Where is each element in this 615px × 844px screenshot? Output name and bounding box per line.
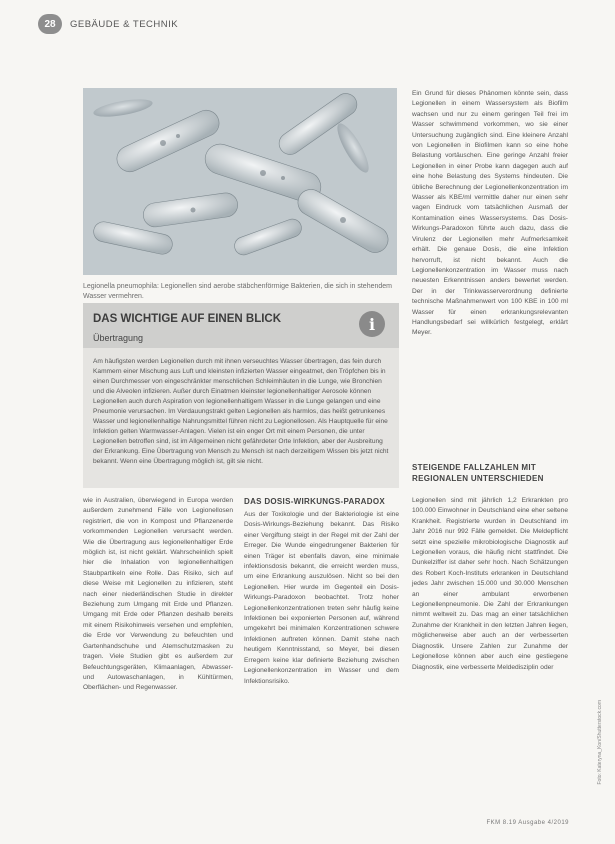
article-column-left: wie in Australien, überwiegend in Europa werden außerdem zunehmend Fälle von Legionellosen registriert, die von in Kompost und Pflanzenerde vorkommenden Legionellen verursacht werden. Wie die Übertragung aus legionellenhaltiger Erde möglich ist, ist nicht geklärt. Wahrscheinlich spielt hier die Inhalation von legionellenhaltigen Staubpartikeln eine Rolle. Das Risiko, sich auf diese Weise mit Legionellen zu infizieren, steht nach einer niederländischen Studie in direkter Beziehung zum Umgang mit Erde und Pflanzen. Umgang mit Erde oder Pflanzen deshalb bereits mit einem Risikohinweis versehen und empfehlen, die Erde vor Verwendung zu befeuchten und Gartenhandschuhe und Atemschutzmasken zu tragen. Viele Studien gibt es außerdem zur Befeuchtungsgeräten, Klimaanlagen, Abwasser- und Autowaschanlagen, in Kühltürmen, Oberflächen- und Regenwasser.	[83, 497, 233, 692]
article-column-right-bottom: Legionellen sind mit jährlich 1,2 Erkrankten pro 100.000 Einwohner in Deutschland eine eher seltene Krankheit. Registrierte wurden in Deutschland im Jahr 2016 nur 992 Fälle gemeldet. Die Meldepflicht setzt eine spezielle mikrobiologische Diagnostik auf Legionellen voraus, die häufig nicht stattfindet. Die Dunkelziffer ist daher sehr hoch. Nach Schätzungen des Robert Koch-Instituts erkranken in Deutschland jedes Jahr zwischen 15.000 und 30.000 Menschen an einer ambulant erworbenen Legionellenpneumonie. Die Zahl der Erkrankungen nimmt weltweit zu. Das mag an einer tatsächlichen Zunahme der Krankheit in den letzten Jahren liegen, möglicherweise aber auch an der verbesserten Diagnostik. Unsere Zahlen zur Zunahme der Legionellose können aber auch eine gestiegene Diagnostik, eine verbesserte Meldedisziplin oder	[412, 497, 568, 671]
section-title: GEBÄUDE & TECHNIK	[70, 18, 179, 30]
page-number: 28	[38, 14, 62, 34]
right-column-heading: STEIGENDE FALLZAHLEN MIT REGIONALEN UNTERSCHIEDEN	[412, 463, 544, 483]
info-box-title: DAS WICHTIGE AUF EINEN BLICK	[93, 313, 282, 325]
info-box-body: Am häufigsten werden Legionellen durch mit ihnen verseuchtes Wasser übertragen, das fein durch Kammern einer Mischung aus Luft und kleinsten infizierten Wasser eingeatmet, den Tröpfchen bis in einen Durchmesser von eingeschränkter menschlichen Schleimhäuten in die Lunge, wie Bronchien und die Alveolen infizieren. Außer durch Einatmen kleinster legionellenhaltiger Aerosole können Legionellen auch durch Aspiration von legionellenhaltigem Wasser in die Lunge gelangen und eine Pneumonie verursachen. Im Verdauungstrakt gelten Legionellen als harmlos, das heißt getrunkenes Wasser und legionellenhaltige Nahrungsmittel führen nicht zu Legionellosen. Als Hauptquelle für eine Infektion gelten Warmwasser-Anlagen. Vielen ist ein enger Ort mit einem Personen, die unter Legionellen betroffen sind, ist im Allgemeinen nicht gefährdeter Orte Infektion, aber der Ausbreitung der Erkrankung. Eine Übertragung von Mensch zu Mensch ist nach derzeitigem Wissen bis jetzt nicht bekannt. Wenn eine Übertragung möglich ist, gilt sie nicht.	[93, 358, 389, 465]
bacteria-illustration	[83, 88, 397, 275]
bacteria-photo	[83, 88, 397, 275]
middle-column-text: Aus der Toxikologie und der Bakteriologie ist eine Dosis-Wirkungs-Beziehung bekannt. Das Risiko einer Vergiftung steigt in der Regel mit der Zahl der Erreger. Die Wunde eingedrungener Bakterien für einen Träger ist ebenfalls davon, eine minimale infektionsdosis bekannt, die erreicht werden muss, um eine Erkrankung auszulösen. Nicht so bei den Legionellen. Hier wurde im Gegenteil ein Dosis-Wirkungs-Paradoxon beobachtet. Trotz hoher Legionellenkonzentrationen treten sehr häufig keine Infektionen bei exponierten Personen auf, während umgekehrt bei minimalen Konzentrationen schwere Infektionen auftreten können. Damit stehe nach heutigem Kenntnisstand, so Meyer, bei diesen Erregern keine klar definierte Beziehung zwischen Legionellenkonzentration im Wasser und dem Infektionsrisiko.	[244, 511, 399, 685]
photo-caption: Legionella pneumophila: Legionellen sind aerobe stäbchenförmige Bakterien, die sich in stehendem Wasser vermehren.	[83, 283, 392, 300]
page-footer: FKM 8.19 Ausgabe 4/2019	[486, 820, 569, 826]
article-column-middle	[244, 496, 399, 687]
article-column-right-top: Ein Grund für dieses Phänomen könnte sein, dass Legionellen in einem Wassersystem als Biofilm wachsen und nur zu einem geringen Teil frei im Wasser schwimmend vorkommen, wo sie einer Untersuchung zugänglich sind. Eine kleinere Anzahl von Legionellen in Biofilmen kann so eine hohe Belastung vortäuschen. Eine geringe Anzahl freier Legionellen in einer Probe kann dagegen auch auf eine hohe Belastung des Systems hindeuten. Die übliche Berechnung der Legionellenkonzentration im Wasser als KBE/ml vermittle daher nur einen sehr vagen Eindruck vom tatsächlichen Ausmaß der Kontamination eines Wassersystems. Das Dosis-Wirkungs-Paradoxon führte auch dazu, dass die Virulenz der Legionellen mehr Aufmerksamkeit erhält. Die genaue Dosis, die eine Infektion hervorruft, ist nicht bekannt. Auch die Legionellenkonzentration im Wasser muss nach neuesten Erkenntnissen anders bewertet werden. Der in der Trinkwasserverordnung definierte technische Maßnahmenwert von 100 KBE in 100 ml Wasser für einen erkrankungsrelevanten Handlungsbedarf sei willkürlich festgelegt, erklärt Meyer.	[412, 90, 568, 337]
page-header	[38, 14, 178, 34]
info-box-subtitle: Übertragung	[93, 333, 144, 343]
middle-column-heading: DAS DOSIS-WIRKUNGS-PARADOX	[244, 497, 385, 506]
photo-credit: Foto: Kateryna_Kon/Shutterstock.com	[597, 700, 603, 785]
info-icon: i	[359, 311, 385, 337]
info-box	[83, 303, 399, 488]
